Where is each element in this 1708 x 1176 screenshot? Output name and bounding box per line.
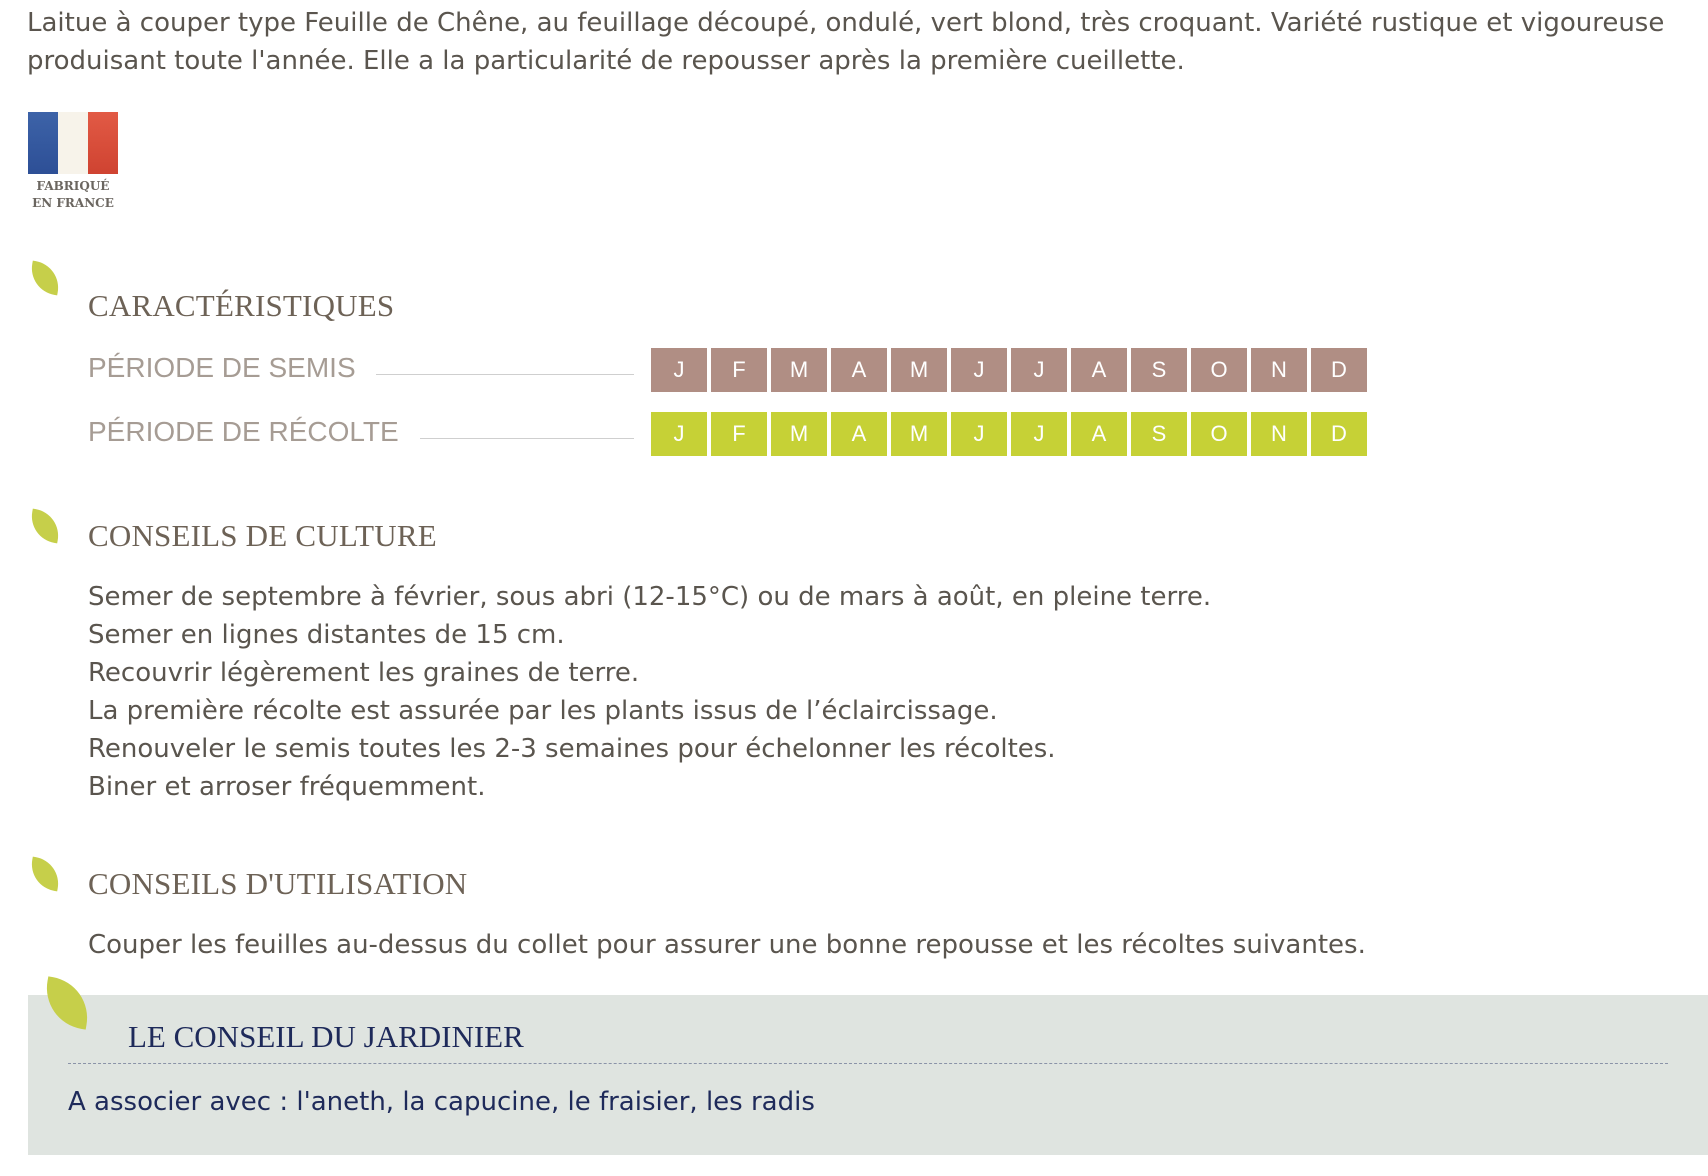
month-cell: M bbox=[891, 412, 947, 456]
month-cell: M bbox=[771, 348, 827, 392]
month-cell: A bbox=[1071, 348, 1127, 392]
badge-line: EN FRANCE bbox=[32, 196, 114, 210]
divider-line bbox=[420, 438, 634, 439]
badge-line: FABRIQUÉ bbox=[36, 179, 110, 193]
harvest-months bbox=[651, 412, 1371, 456]
month-cell: S bbox=[1131, 412, 1187, 456]
divider-line bbox=[376, 374, 634, 375]
list-item: Semer de septembre à février, sous abri (12-15°C) ou de mars à août, en pleine terre. bbox=[88, 582, 1212, 612]
month-cell: S bbox=[1131, 348, 1187, 392]
characteristics-title: CARACTÉRISTIQUES bbox=[88, 288, 395, 323]
culture-title: CONSEILS DE CULTURE bbox=[88, 518, 437, 553]
month-cell: J bbox=[1011, 412, 1067, 456]
month-cell: J bbox=[651, 348, 707, 392]
gardener-tip-text: A associer avec : l'aneth, la capucine, le fraisier, les radis bbox=[68, 1087, 815, 1117]
product-description bbox=[27, 4, 1667, 80]
month-cell: J bbox=[951, 412, 1007, 456]
badge-caption bbox=[28, 178, 118, 212]
culture-advice-list bbox=[88, 578, 1211, 806]
month-cell: D bbox=[1311, 348, 1367, 392]
month-cell: O bbox=[1191, 412, 1247, 456]
month-cell: N bbox=[1251, 412, 1307, 456]
description-line: Laitue à couper type Feuille de Chêne, au feuillage découpé, ondulé, vert blond, très croquant. Variété rustique et vigoureuse bbox=[27, 8, 1665, 38]
month-cell: A bbox=[1071, 412, 1127, 456]
description-line: produisant toute l'année. Elle a la particularité de repousser après la première cueillette. bbox=[27, 46, 1185, 76]
usage-text: Couper les feuilles au-dessus du collet pour assurer une bonne repousse et les récoltes suivantes. bbox=[88, 930, 1366, 960]
month-cell: M bbox=[771, 412, 827, 456]
list-item: Renouveler le semis toutes les 2-3 semaines pour échelonner les récoltes. bbox=[88, 734, 1056, 764]
month-cell: N bbox=[1251, 348, 1307, 392]
month-cell: A bbox=[831, 348, 887, 392]
sowing-months bbox=[651, 348, 1371, 392]
month-cell: O bbox=[1191, 348, 1247, 392]
month-cell: M bbox=[891, 348, 947, 392]
harvest-period-row bbox=[88, 412, 1388, 456]
french-flag-icon bbox=[28, 112, 118, 174]
leaf-icon bbox=[28, 857, 63, 892]
list-item: Biner et arroser fréquemment. bbox=[88, 772, 486, 802]
month-cell: F bbox=[711, 348, 767, 392]
sowing-period-label: PÉRIODE DE SEMIS bbox=[88, 352, 356, 383]
list-item: Recouvrir légèrement les graines de terre. bbox=[88, 658, 640, 688]
dashed-divider bbox=[68, 1063, 1668, 1064]
made-in-france-badge bbox=[28, 112, 118, 212]
sowing-period-row bbox=[88, 348, 1388, 392]
gardener-tip-box bbox=[28, 995, 1708, 1155]
list-item: La première récolte est assurée par les plants issus de l’éclaircissage. bbox=[88, 696, 998, 726]
month-cell: J bbox=[651, 412, 707, 456]
harvest-period-label: PÉRIODE DE RÉCOLTE bbox=[88, 416, 399, 447]
month-cell: F bbox=[711, 412, 767, 456]
list-item: Semer en lignes distantes de 15 cm. bbox=[88, 620, 565, 650]
month-cell: J bbox=[1011, 348, 1067, 392]
month-cell: J bbox=[951, 348, 1007, 392]
month-cell: D bbox=[1311, 412, 1367, 456]
leaf-icon bbox=[28, 509, 63, 544]
gardener-tip-title: LE CONSEIL DU JARDINIER bbox=[128, 1019, 524, 1054]
month-cell: A bbox=[831, 412, 887, 456]
leaf-icon bbox=[28, 261, 63, 296]
usage-title: CONSEILS D'UTILISATION bbox=[88, 866, 468, 901]
